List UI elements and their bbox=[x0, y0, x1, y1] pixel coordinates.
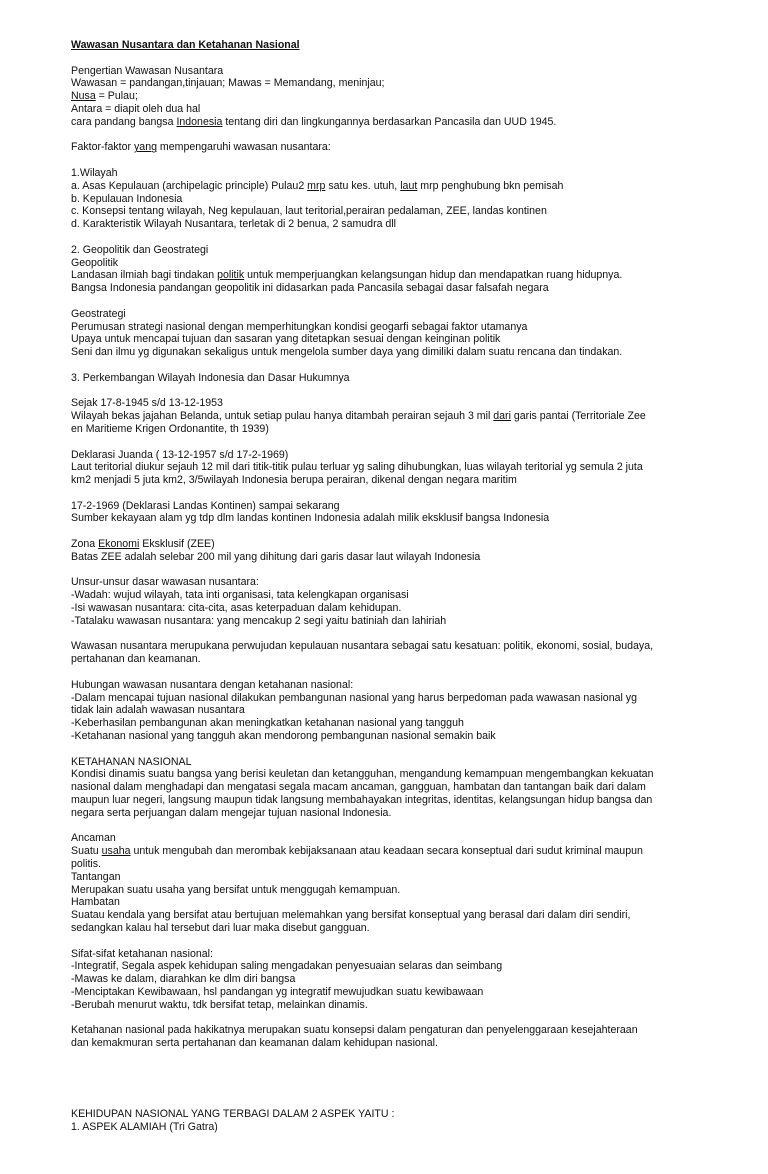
hubungan-line: tidak lain adalah wawasan nusantara bbox=[71, 704, 245, 717]
laut-link[interactable]: laut bbox=[400, 179, 418, 192]
geopolitik-heading: 2. Geopolitik dan Geostrategi bbox=[71, 243, 209, 256]
pengertian-antara: Antara = diapit oleh dua hal bbox=[71, 102, 201, 115]
section-hakikat bbox=[71, 1024, 708, 1050]
pengertian-heading: Pengertian Wawasan Nusantara bbox=[71, 64, 224, 77]
ancaman-pre: Suatu bbox=[71, 845, 102, 858]
section-perwujudan bbox=[71, 640, 708, 666]
nusa-link[interactable]: Nusa bbox=[71, 90, 96, 103]
ketahanan-line: maupun luar negeri, langsung maupun tidak langsung membahayakan integritas, identitas, kelangsungan hidup bangsa dan bbox=[71, 794, 653, 807]
section-unsur bbox=[71, 576, 708, 627]
zee-pre: Zona bbox=[71, 538, 99, 551]
zee-line: Batas ZEE adalah selebar 200 mil yang dihitung dari garis dasar laut wilayah Indonesia bbox=[71, 550, 481, 563]
hambatan-heading: Hambatan bbox=[71, 896, 120, 909]
juanda-line: km2 menjadi 5 juta km2, 3/5wilayah Indonesia berupa perairan, dikenal dengan negara maritim bbox=[71, 474, 517, 487]
zee-heading bbox=[71, 538, 708, 551]
pengertian-line: Wawasan = pandangan,tinjauan; Mawas = Memandang, meninjau; bbox=[71, 77, 385, 90]
ketahanan-line: negara serta perjuangan dalam mengejar tujuan nasional Indonesia. bbox=[71, 806, 392, 819]
geopolitik-pre: Landasan ilmiah bagi tindakan bbox=[71, 269, 218, 282]
sejak-heading: Sejak 17-8-1945 s/d 13-12-1953 bbox=[71, 397, 223, 410]
juanda-line: Laut teritorial diukur sejauh 12 mil dari titik-titik pulau terluar yg saling dihubungkan, luas wilayah teritorial yg semula 2 juta bbox=[71, 461, 643, 474]
geostrategi-line: Seni dan ilmu yg digunakan sekaligus untuk mengelola sumber daya yang dimiliki dalam suatu rencana dan tindakan. bbox=[71, 346, 623, 359]
yang-link[interactable]: yang bbox=[134, 141, 157, 154]
section-pengertian bbox=[71, 65, 708, 129]
ekonomi-link[interactable]: Ekonomi bbox=[98, 538, 140, 551]
document-title: Wawasan Nusantara dan Ketahanan Nasional bbox=[71, 39, 300, 51]
perwujudan-line: Wawasan nusantara merupukana perwujudan kepulauan nusantara sebagai satu kesatuan: politik, ekonomi, sosial, budaya, bbox=[71, 640, 654, 653]
geopolitik-subheading: Geopolitik bbox=[71, 256, 119, 269]
section-geopolitik bbox=[71, 244, 708, 295]
wilayah-a-pre: a. Asas Kepulauan (archipelagic principle) Pulau2 bbox=[71, 179, 308, 192]
aspek-alamiah: 1. ASPEK ALAMIAH (Tri Gatra) bbox=[71, 1120, 218, 1133]
section-ancaman bbox=[71, 832, 708, 934]
unsur-heading: Unsur-unsur dasar wawasan nusantara: bbox=[71, 576, 259, 589]
landas-heading: 17-2-1969 (Deklarasi Landas Kontinen) sampai sekarang bbox=[71, 499, 340, 512]
section-sejak bbox=[71, 397, 708, 435]
unsur-line: -Tatalaku wawasan nusantara: yang mencakup 2 segi yaitu batiniah dan lahiriah bbox=[71, 614, 447, 627]
faktor-pre: Faktor-faktor bbox=[71, 141, 134, 154]
sejak-line bbox=[71, 410, 708, 423]
hubungan-line: -Keberhasilan pembangunan akan meningkatkan ketahanan nasional yang tangguh bbox=[71, 717, 464, 730]
geostrategi-heading: Geostrategi bbox=[71, 307, 126, 320]
sifat-heading: Sifat-sifat ketahanan nasional: bbox=[71, 947, 213, 960]
ancaman-post: untuk mengubah dan merombak kebijaksanaan atau keadaan secara konseptual dari sudut kriminal maupun bbox=[130, 845, 643, 858]
wilayah-item-d: d. Karakteristik Wilayah Nusantara, terletak di 2 benua, 2 samudra dll bbox=[71, 218, 397, 231]
sejak-line: en Maritieme Krigen Ordonantite, th 1939) bbox=[71, 422, 269, 435]
unsur-line: -Wadah: wujud wilayah, tata inti organisasi, tata kelengkapan organisasi bbox=[71, 589, 409, 602]
section-juanda bbox=[71, 449, 708, 487]
sifat-line: -Menciptakan Kewibawaan, hsl pandangan yg integratif mewujudkan suatu kewibawaan bbox=[71, 985, 484, 998]
kehidupan-heading: KEHIDUPAN NASIONAL YANG TERBAGI DALAM 2 ASPEK YAITU : bbox=[71, 1108, 395, 1120]
politik-link[interactable]: politik bbox=[217, 269, 245, 282]
tantangan-line: Merupakan suatu usaha yang bersifat untuk menggugah kemampuan. bbox=[71, 883, 401, 896]
section-ketahanan bbox=[71, 756, 708, 820]
sejak-pre: Wilayah bekas jajahan Belanda, untuk setiap pulau hanya ditambah perairan sejauh 3 mil bbox=[71, 410, 494, 423]
hambatan-line: sedangkan kalau hal tersebut dari luar maka disebut gangguan. bbox=[71, 921, 370, 934]
geostrategi-line: Perumusan strategi nasional dengan memperhitungkan kondisi geogarfi sebagai faktor utamanya bbox=[71, 320, 528, 333]
pengertian-nusa bbox=[71, 90, 708, 103]
section-hubungan bbox=[71, 679, 708, 743]
juanda-heading: Deklarasi Juanda ( 13-12-1957 s/d 17-2-1969) bbox=[71, 448, 289, 461]
indonesia-link[interactable]: Indonesia bbox=[176, 115, 223, 128]
section-kehidupan bbox=[71, 1108, 394, 1134]
hakikat-line: Ketahanan nasional pada hakikatnya merupakan suatu konsepsi dalam pengaturan dan penyelenggaraan kesejahteraan bbox=[71, 1024, 638, 1037]
wilayah-heading: 1.Wilayah bbox=[71, 166, 118, 179]
geopolitik-post: untuk memperjuangkan kelangsungan hidup dan mendapatkan ruang hidupnya. bbox=[244, 269, 623, 282]
hakikat-line: dan kemakmuran serta pertahanan dan keamanan dalam kehidupan nasional. bbox=[71, 1037, 438, 1050]
sejak-post: garis pantai (Territoriale Zee bbox=[510, 410, 646, 423]
hubungan-line: -Dalam mencapai tujuan nasional dilakukan pembangunan nasional yang harus berpedoman pada wawasan nasional yg bbox=[71, 691, 637, 704]
section-geostrategi bbox=[71, 308, 708, 359]
cara-post: tentang diri dan lingkungannya berdasarkan Pancasila dan UUD 1945. bbox=[222, 115, 557, 128]
section-landas bbox=[71, 500, 708, 526]
geostrategi-line: Upaya untuk mencapai tujuan dan sasaran yang ditetapkan sesuai dengan keinginan politik bbox=[71, 333, 501, 346]
section-zee bbox=[71, 538, 708, 564]
nusa-rest: = Pulau; bbox=[95, 90, 138, 103]
sifat-line: -Integratif, Segala aspek kehidupan saling mengadakan penyesuaian selaras dan seimbang bbox=[71, 960, 503, 973]
faktor-post: mempengaruhi wawasan nusantara: bbox=[156, 141, 331, 154]
sifat-line: -Berubah menurut waktu, tdk bersifat tetap, melainkan dinamis. bbox=[71, 998, 368, 1011]
wilayah-item-c: c. Konsepsi tentang wilayah, Neg kepulauan, laut teritorial,perairan pedalaman, ZEE, landas kontinen bbox=[71, 205, 547, 218]
perkembangan-heading: 3. Perkembangan Wilayah Indonesia dan Dasar Hukumnya bbox=[71, 371, 350, 384]
hubungan-line: -Ketahanan nasional yang tangguh akan mendorong pembangunan nasional semakin baik bbox=[71, 730, 496, 743]
ketahanan-line: Kondisi dinamis suatu bangsa yang berisi keuletan dan ketangguhan, mengandung kemampuan mengembangkan kekuatan bbox=[71, 768, 654, 781]
ketahanan-line: nasional dalam menghadapi dan mengatasi segala macam ancaman, gangguan, hambatan dan tantangan baik dari dalam bbox=[71, 781, 646, 794]
wilayah-item-b: b. Kepulauan Indonesia bbox=[71, 192, 183, 205]
tantangan-heading: Tantangan bbox=[71, 870, 121, 883]
wilayah-item-a bbox=[71, 180, 708, 193]
hubungan-heading: Hubungan wawasan nusantara dengan ketahanan nasional: bbox=[71, 678, 354, 691]
sifat-line: -Mawas ke dalam, diarahkan ke dlm diri bangsa bbox=[71, 973, 296, 986]
ancaman-line bbox=[71, 845, 708, 858]
pengertian-cara bbox=[71, 116, 708, 129]
zee-post: Eksklusif (ZEE) bbox=[139, 538, 215, 551]
ancaman-line: politis. bbox=[71, 858, 102, 870]
geopolitik-line: Bangsa Indonesia pandangan geopolitik ini didasarkan pada Pancasila sebagai dasar falsafah negara bbox=[71, 282, 549, 295]
ancaman-heading: Ancaman bbox=[71, 832, 116, 845]
mrp-link[interactable]: mrp bbox=[307, 179, 326, 192]
dari-link[interactable]: dari bbox=[493, 410, 511, 423]
ketahanan-heading: KETAHANAN NASIONAL bbox=[71, 755, 192, 768]
perwujudan-line: pertahanan dan keamanan. bbox=[71, 653, 201, 666]
section-sifat bbox=[71, 948, 708, 1012]
hambatan-line: Suatau kendala yang bersifat atau bertujuan melemahkan yang bersifat konseptual yang berasal dari dalam diri sendiri, bbox=[71, 909, 631, 922]
cara-pre: cara pandang bangsa bbox=[71, 115, 177, 128]
unsur-line: -Isi wawasan nusantara: cita-cita, asas keterpaduan dalam kehidupan. bbox=[71, 602, 402, 615]
landas-line: Sumber kekayaan alam yg tdp dlm landas kontinen Indonesia adalah milik eksklusif bangsa Indonesia bbox=[71, 512, 550, 525]
usaha-link[interactable]: usaha bbox=[101, 845, 131, 858]
faktor-line bbox=[71, 141, 708, 154]
section-wilayah bbox=[71, 167, 708, 231]
wilayah-a-post: mrp penghubung bkn pemisah bbox=[417, 179, 564, 192]
geopolitik-line bbox=[71, 269, 708, 282]
wilayah-a-mid: satu kes. utuh, bbox=[325, 179, 401, 192]
